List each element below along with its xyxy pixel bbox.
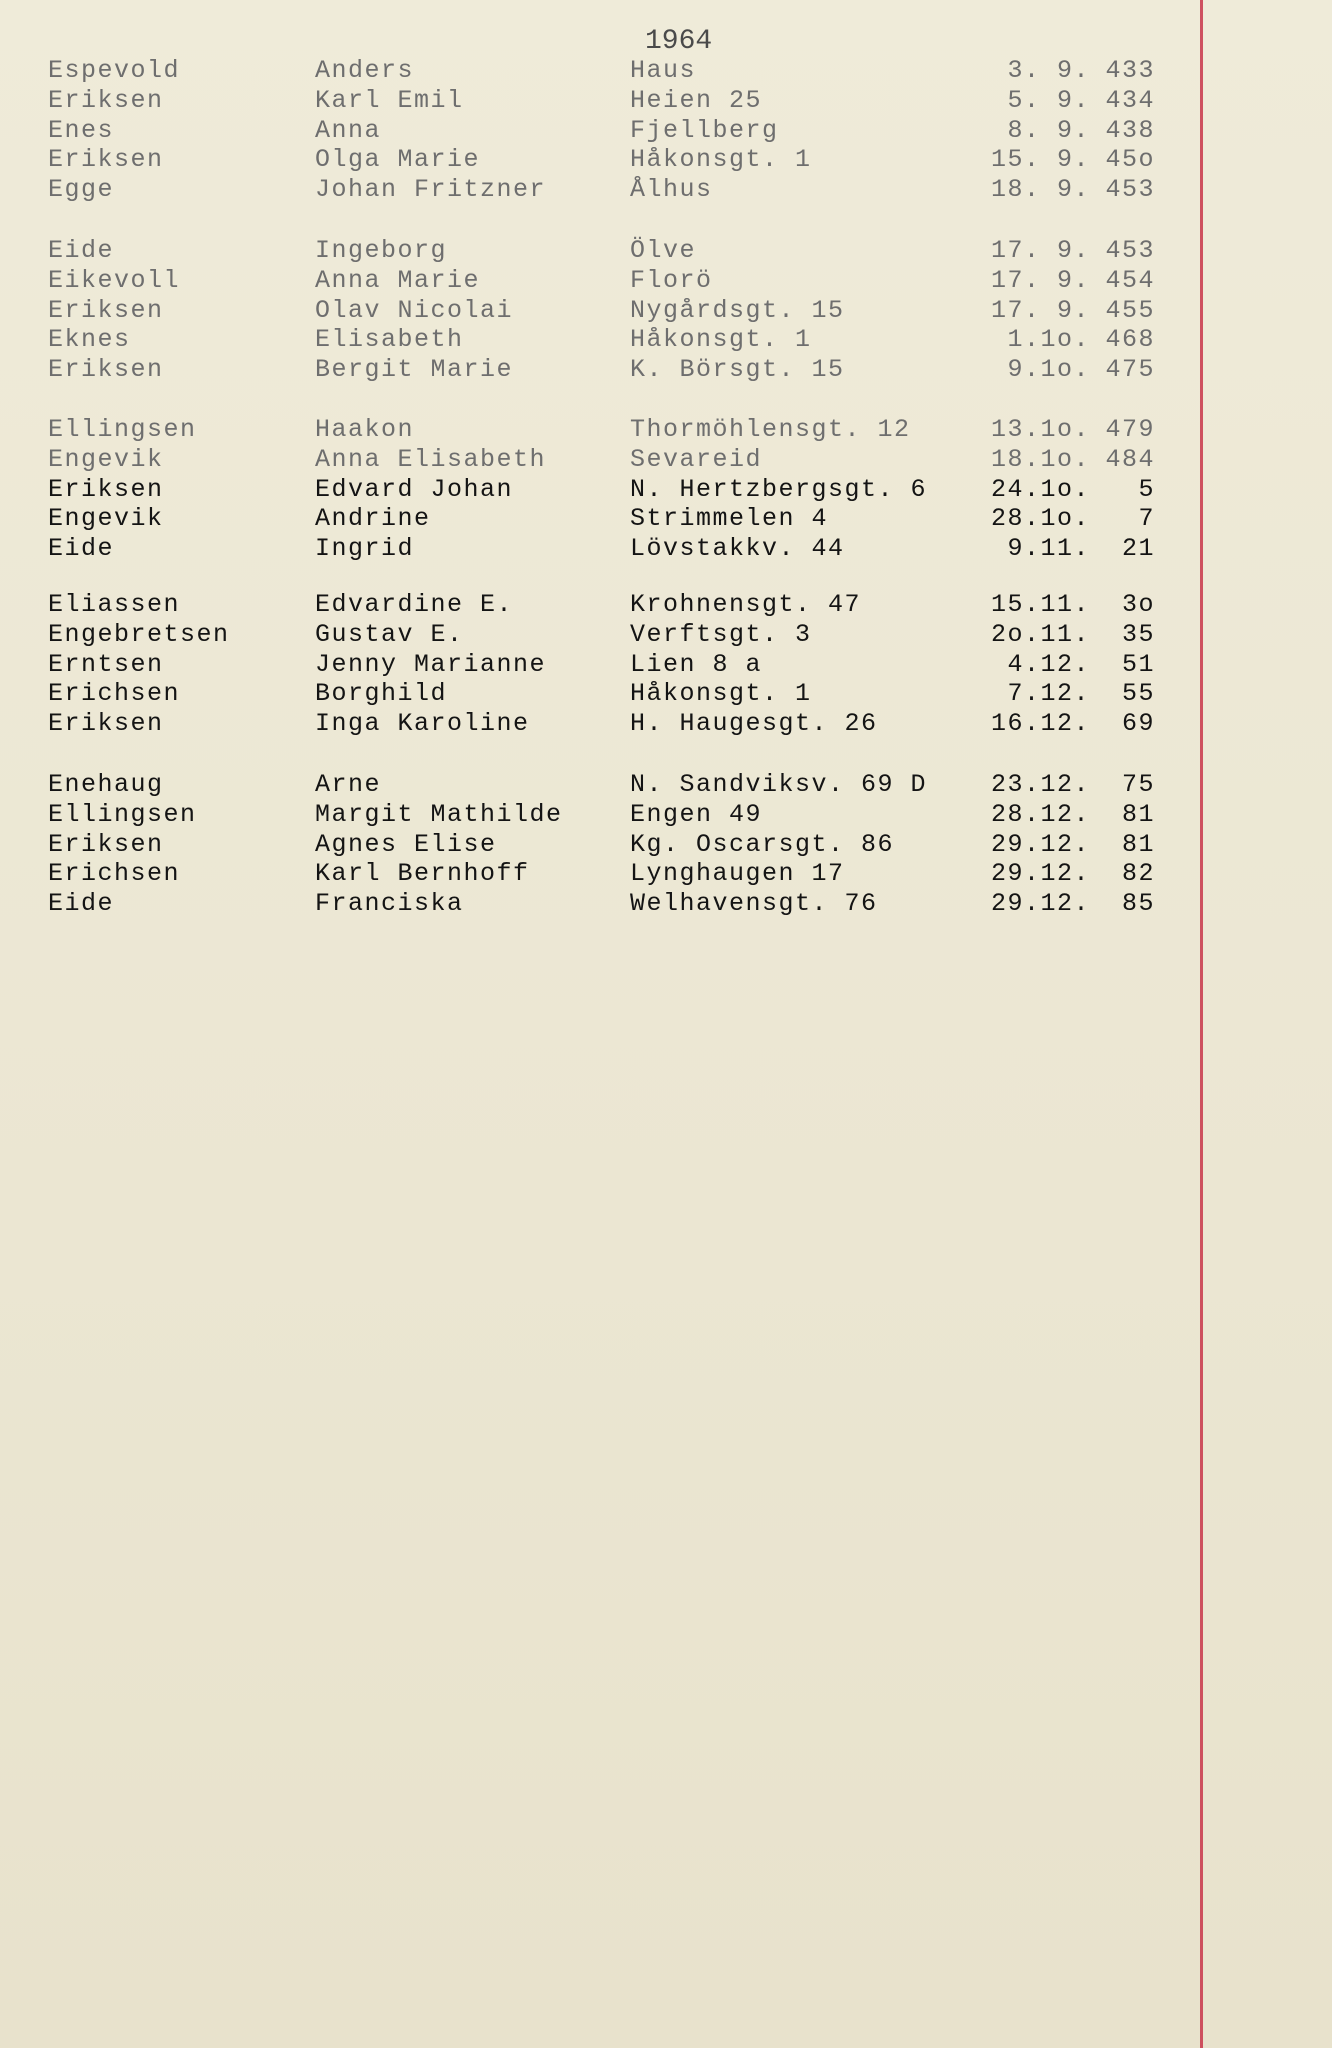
entry-number-cell: 438 [1105,115,1155,145]
entry-number-cell: 55 [1121,679,1155,709]
address-cell: H. Haugesgt. 26 [630,709,878,739]
date-cell: 17. 9. [990,236,1090,265]
given-name-cell: Bergit Marie [315,355,514,385]
date-cell: 29.12. [990,829,1090,859]
date-cell: 2o.11. [990,619,1090,649]
date-cell: 4.12. [1007,649,1090,679]
given-name-cell: Jenny Marianne [315,649,547,679]
date-cell: 8. 9. [1007,115,1090,145]
date-cell: 3. 9. [1007,56,1090,85]
entry-number-cell: 45o [1105,145,1155,175]
surname-cell: Eide [48,534,115,564]
entry-number-cell: 81 [1121,799,1155,829]
address-cell: Strimmelen 4 [630,504,829,534]
surname-cell: Eriksen [48,829,164,859]
surname-cell: Ellingsen [48,415,197,444]
surname-cell: Enes [48,115,115,145]
address-cell: Ålhus [630,175,713,205]
entry-number-cell: 69 [1121,709,1155,739]
register-row [0,859,1180,889]
entry-number-cell: 434 [1105,85,1155,115]
register-row [0,770,1180,800]
surname-cell: Espevold [48,56,181,85]
date-cell: 18.1o. [990,444,1090,474]
date-cell: 5. 9. [1007,85,1090,115]
date-cell: 18. 9. [990,175,1090,205]
address-cell: N. Sandviksv. 69 D [630,770,928,799]
register-row [0,504,1180,534]
address-cell: Ölve [630,236,697,265]
address-cell: Thormöhlensgt. 12 [630,415,911,444]
entry-number-cell: 5 [1138,474,1155,504]
entry-number-cell: 455 [1105,295,1155,325]
register-row [0,56,1180,86]
date-cell: 28.12. [990,799,1090,829]
register-row [0,800,1180,830]
given-name-cell: Ingrid [315,534,415,564]
surname-cell: Egge [48,175,115,205]
date-cell: 9.11. [1007,534,1090,564]
address-cell: Fjellberg [630,115,779,145]
given-name-cell: Edvard Johan [315,474,514,504]
entry-number-cell: 82 [1121,859,1155,889]
surname-cell: Eriksen [48,709,164,739]
surname-cell: Ellingsen [48,799,197,829]
entry-number-cell: 85 [1121,889,1155,919]
surname-cell: Eriksen [48,474,164,504]
entry-number-cell: 75 [1121,770,1155,799]
date-cell: 23.12. [990,770,1090,799]
address-cell: Verftsgt. 3 [630,619,812,649]
date-cell: 24.1o. [990,474,1090,504]
entry-number-cell: 35 [1121,619,1155,649]
entry-number-cell: 479 [1105,415,1155,444]
register-row [0,116,1180,146]
register-row [0,475,1180,505]
given-name-cell: Franciska [315,889,464,919]
address-cell: Håkonsgt. 1 [630,145,812,175]
register-row [0,445,1180,475]
date-cell: 17. 9. [990,295,1090,325]
address-cell: Welhavensgt. 76 [630,889,878,919]
register-row [0,830,1180,860]
register-row [0,679,1180,709]
register-row [0,620,1180,650]
address-cell: Heien 25 [630,85,763,115]
register-row [0,236,1180,266]
given-name-cell: Olga Marie [315,145,481,175]
date-cell: 16.12. [990,709,1090,739]
entry-number-cell: 453 [1105,236,1155,265]
register-row [0,590,1180,620]
address-cell: Florö [630,265,713,295]
surname-cell: Eide [48,889,115,919]
date-cell: 7.12. [1007,679,1090,709]
date-cell: 9.1o. [1007,355,1090,385]
surname-cell: Engebretsen [48,619,230,649]
entry-number-cell: 21 [1121,534,1155,564]
surname-cell: Erichsen [48,859,181,889]
surname-cell: Erichsen [48,679,181,709]
address-cell: N. Hertzbergsgt. 6 [630,474,928,504]
register-row [0,415,1180,445]
address-cell: Lien 8 a [630,649,763,679]
surname-cell: Erntsen [48,649,164,679]
year-heading: 1964 [645,26,713,57]
surname-cell: Engevik [48,504,164,534]
date-cell: 17. 9. [990,265,1090,295]
given-name-cell: Gustav E. [315,619,464,649]
given-name-cell: Anna Marie [315,265,481,295]
register-row [0,296,1180,326]
address-cell: Krohnensgt. 47 [630,590,862,619]
entry-number-cell: 475 [1105,355,1155,385]
entry-number-cell: 3o [1121,590,1155,619]
surname-cell: Eknes [48,325,131,355]
given-name-cell: Ingeborg [315,236,448,265]
entry-number-cell: 484 [1105,444,1155,474]
entry-number-cell: 433 [1105,56,1155,85]
given-name-cell: Karl Bernhoff [315,859,530,889]
surname-cell: Engevik [48,444,164,474]
red-margin-line [1200,0,1203,2048]
address-cell: Haus [630,56,697,85]
given-name-cell: Andrine [315,504,431,534]
surname-cell: Eliassen [48,590,181,619]
register-row [0,355,1180,385]
address-cell: Engen 49 [630,799,763,829]
given-name-cell: Haakon [315,415,415,444]
surname-cell: Eriksen [48,295,164,325]
surname-cell: Eriksen [48,85,164,115]
given-name-cell: Johan Fritzner [315,175,547,205]
address-cell: Sevareid [630,444,763,474]
surname-cell: Eide [48,236,115,265]
given-name-cell: Karl Emil [315,85,464,115]
register-row [0,709,1180,739]
date-cell: 13.1o. [990,415,1090,444]
register-row [0,325,1180,355]
address-cell: Lynghaugen 17 [630,859,845,889]
address-cell: Håkonsgt. 1 [630,325,812,355]
entry-number-cell: 454 [1105,265,1155,295]
entry-number-cell: 81 [1121,829,1155,859]
date-cell: 29.12. [990,859,1090,889]
date-cell: 28.1o. [990,504,1090,534]
given-name-cell: Borghild [315,679,448,709]
surname-cell: Eikevoll [48,265,181,295]
address-cell: Lövstakkv. 44 [630,534,845,564]
address-cell: Håkonsgt. 1 [630,679,812,709]
entry-number-cell: 7 [1138,504,1155,534]
given-name-cell: Anders [315,56,415,85]
register-row [0,650,1180,680]
entry-number-cell: 51 [1121,649,1155,679]
date-cell: 15.11. [990,590,1090,619]
given-name-cell: Inga Karoline [315,709,530,739]
surname-cell: Eriksen [48,145,164,175]
date-cell: 1.1o. [1007,325,1090,355]
register-row [0,534,1180,564]
given-name-cell: Margit Mathilde [315,799,563,829]
address-cell: Nygårdsgt. 15 [630,295,845,325]
surname-cell: Eriksen [48,355,164,385]
given-name-cell: Anna [315,115,382,145]
address-cell: K. Börsgt. 15 [630,355,845,385]
register-row [0,266,1180,296]
given-name-cell: Arne [315,770,382,799]
date-cell: 15. 9. [990,145,1090,175]
given-name-cell: Edvardine E. [315,590,514,619]
given-name-cell: Olav Nicolai [315,295,514,325]
given-name-cell: Anna Elisabeth [315,444,547,474]
register-row [0,86,1180,116]
address-cell: Kg. Oscarsgt. 86 [630,829,895,859]
register-row [0,175,1180,205]
date-cell: 29.12. [990,889,1090,919]
register-row [0,145,1180,175]
register-row [0,889,1180,919]
entry-number-cell: 468 [1105,325,1155,355]
given-name-cell: Elisabeth [315,325,464,355]
entry-number-cell: 453 [1105,175,1155,205]
surname-cell: Enehaug [48,770,164,799]
given-name-cell: Agnes Elise [315,829,497,859]
